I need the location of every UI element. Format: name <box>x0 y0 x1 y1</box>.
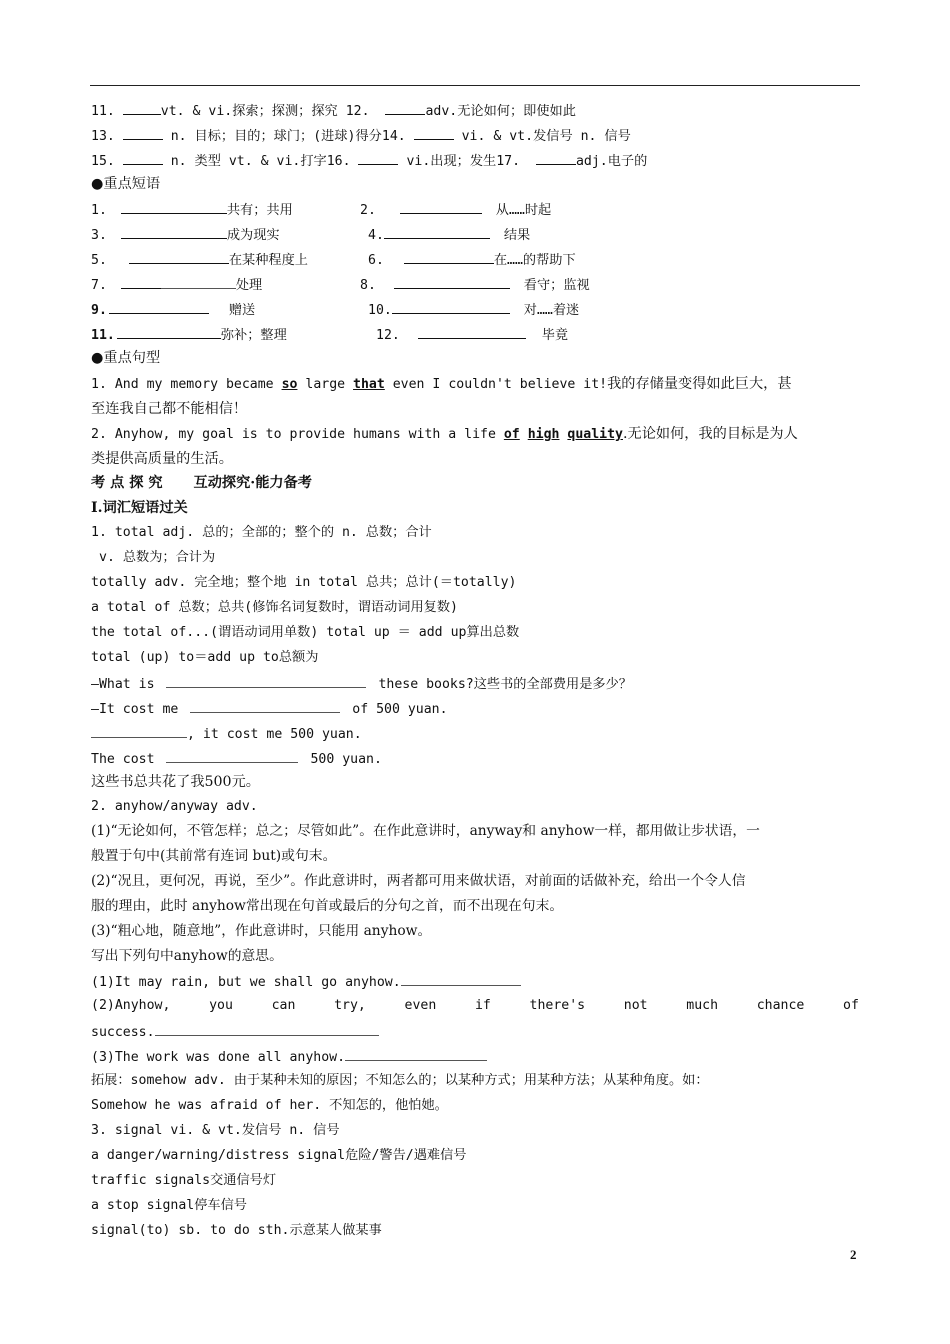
item2-example2-cont: success. <box>91 1022 379 1042</box>
blank[interactable] <box>121 275 161 289</box>
blank[interactable] <box>121 225 227 239</box>
phrase-row-8: 8. 看守；监视 <box>360 275 590 295</box>
item3-line3: traffic signals交通信号灯 <box>91 1173 277 1188</box>
item1-line3: totally adv. 完全地；整个地 in total 总共；总计(＝totally) <box>91 575 517 590</box>
blank[interactable] <box>400 200 482 214</box>
item1-question2: —It cost me of 500 yuan. <box>91 699 448 719</box>
blank[interactable] <box>190 699 340 713</box>
blank[interactable] <box>392 300 510 314</box>
item2-line6: (3)“粗心地，随意地”，作此意讲时，只能用 anyhow。 <box>91 923 432 939</box>
blank[interactable] <box>109 300 209 314</box>
blank[interactable] <box>123 101 161 115</box>
blank[interactable] <box>166 674 366 688</box>
sentence-1-cont: 至连我自己都不能相信！ <box>91 401 248 417</box>
item2-line3: 般置于句中(其前常有连词 but)或句末。 <box>91 848 337 864</box>
item3-line2: a danger/warning/distress signal危险/警告/遇难信号 <box>91 1148 467 1163</box>
sentence-2-cont: 类提供高质量的生活。 <box>91 451 233 467</box>
item1-question3: , it cost me 500 yuan. <box>91 724 362 744</box>
item1-line2: v. 总数为；合计为 <box>99 550 216 565</box>
phrase-row-6: 6. 在……的帮助下 <box>368 250 576 270</box>
item2-example1: (1)It may rain, but we shall go anyhow. <box>91 972 521 992</box>
blank[interactable] <box>123 126 163 140</box>
blank[interactable] <box>536 151 576 165</box>
blank[interactable] <box>394 275 510 289</box>
blank[interactable] <box>404 250 494 264</box>
item1-question4: The cost 500 yuan. <box>91 749 382 769</box>
phrase-row-12: 12. 毕竟 <box>376 325 568 345</box>
phrase-row-11: 11. 弥补；整理 <box>91 325 287 345</box>
item1-line1: 1. total adj. 总的；全部的；整个的 n. 总数；合计 <box>91 525 432 540</box>
phrase-row-9: 9. 赠送 <box>91 300 255 320</box>
item3-line4: a stop signal停车信号 <box>91 1198 247 1213</box>
item2-line2: (1)“无论如何，不管怎样；总之；尽管如此”。在作此意讲时，anyway和 anyhow一样，都用做让步状语，一 <box>91 823 760 839</box>
item1-translation: 这些书总共花了我500元。 <box>91 774 260 790</box>
blank[interactable] <box>418 325 526 339</box>
item3-line1: 3. signal vi. & vt.发信号 n. 信号 <box>91 1123 340 1138</box>
phrase-row-5: 5. 在某种程度上 <box>91 250 308 270</box>
item2-line4: (2)“况且，更何况，再说，至少”。作此意讲时，两者都可用来做状语，对前面的话做补充，给出一个令人信 <box>91 873 746 889</box>
blank[interactable] <box>358 151 398 165</box>
phrase-row-3: 3. 成为现实 <box>91 225 280 245</box>
phrases-heading: ●重点短语 <box>91 176 161 192</box>
blank[interactable] <box>155 1022 379 1036</box>
phrase-row-7: 7. 处理 <box>91 275 262 295</box>
sentences-heading: ●重点句型 <box>91 350 161 366</box>
section-title: 考 点 探 究 互动探究·能力备考 <box>91 475 312 491</box>
blank[interactable] <box>123 151 163 165</box>
blank[interactable] <box>345 1047 487 1061</box>
phrase-row-10: 10. 对……着迷 <box>368 300 579 320</box>
item2-line7: 写出下列句中anyhow的意思。 <box>91 948 283 964</box>
item2-line1: 2. anyhow/anyway adv. <box>91 799 258 814</box>
blank[interactable] <box>166 749 298 763</box>
item2-line5: 服的理由，此时 anyhow常出现在句首或最后的分句之首，而不出现在句末。 <box>91 898 564 914</box>
item2-example2: (2)Anyhow, you can try, even if there's not much chance of <box>91 998 859 1013</box>
item1-line5: the total of...(谓语动词用单数) total up ＝ add up算出总数 <box>91 625 520 640</box>
blank[interactable] <box>384 225 490 239</box>
sentence-1: 1. And my memory became so large that even I couldn't believe it!我的存储量变得如此巨大，甚 <box>91 376 792 392</box>
phrase-row-1: 1. 共有；共用 <box>91 200 293 220</box>
blank[interactable] <box>414 126 454 140</box>
sentence-2: 2. Anyhow, my goal is to provide humans with a life of high quality.无论如何，我的目标是为人 <box>91 426 798 442</box>
item1-line6: total (up) to＝add up to总额为 <box>91 650 319 665</box>
item3-line5: signal(to) sb. to do sth.示意某人做某事 <box>91 1223 382 1238</box>
blank[interactable] <box>121 200 227 214</box>
blank[interactable] <box>117 325 221 339</box>
blank[interactable] <box>401 972 521 986</box>
item2-extension: 拓展：somehow adv. 由于某种未知的原因；不知怎么的；以某种方式；用某种方法；从某种角度。如： <box>91 1073 709 1088</box>
item2-extension-example: Somehow he was afraid of her. 不知怎的，他怕她。 <box>91 1098 448 1113</box>
blank[interactable] <box>91 724 187 738</box>
vocab-line-11-12: 11. vt. & vi.探索；探测；探究 12. adv.无论如何；即使如此 <box>91 101 576 121</box>
page-number: 2 <box>850 1247 857 1262</box>
item2-example3: (3)The work was done all anyhow. <box>91 1047 487 1067</box>
vocab-line-13-14: 13. n. 目标；目的；球门；(进球)得分14. vi. & vt.发信号 n. 信号 <box>91 126 631 146</box>
blank[interactable] <box>129 250 229 264</box>
part-1-heading: Ⅰ.词汇短语过关 <box>91 500 188 516</box>
phrase-row-2: 2. 从……时起 <box>360 200 551 220</box>
blank[interactable] <box>161 275 236 289</box>
item1-question1: —What is these books?这些书的全部费用是多少？ <box>91 674 632 694</box>
item1-line4: a total of 总数；总共(修饰名词复数时，谓语动词用复数) <box>91 600 458 615</box>
vocab-line-15-17: 15. n. 类型 vt. & vi.打字16. vi.出现；发生17. adj.电子的 <box>91 151 647 171</box>
header-rule <box>90 85 860 86</box>
phrase-row-4: 4. 结果 <box>368 225 530 245</box>
blank[interactable] <box>385 101 425 115</box>
